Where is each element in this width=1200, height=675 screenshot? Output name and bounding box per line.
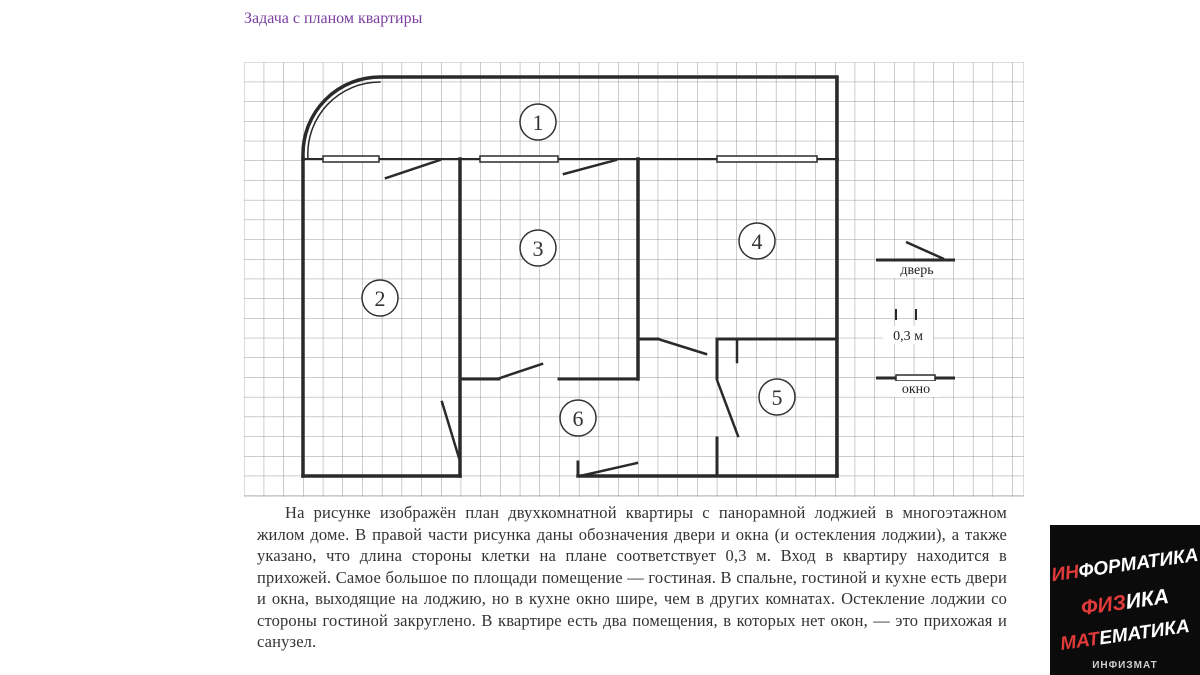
- room-1-label: 1: [532, 110, 544, 135]
- page-title: Задача с планом квартиры: [244, 10, 423, 27]
- problem-text: На рисунке изображён план двухкомнатной квартиры с панорамной лоджией в многоэтажном жилом доме. В правой части рисунка даны обозначения двери и окна (и остекления лоджии), а также указано, что длина стороны клетки на плане соответствует 0,3 м. Вход в квартиру находится в прихожей. Самое большое по площади помещение — гостиная. В спальне, гостиной и кухне есть двери и окна, выходящие на лоджию, но в кухне окно шире, чем в других комнатах. Остекление лоджии со стороны гостиной закруглено. В квартире есть два помещения, в которых нет окон, — это прихожая и санузел.: [257, 503, 1007, 651]
- room-2-label: 2: [374, 286, 386, 311]
- legend-scale-label: 0,3 м: [893, 329, 923, 344]
- room-5-label: 5: [771, 385, 783, 410]
- plan-grid: [244, 62, 1024, 497]
- plan-drawing: [244, 62, 1024, 497]
- apartment-plan: [244, 62, 1024, 497]
- room-3-label: 3: [532, 236, 544, 261]
- logo-line-2: ФИЗИКА: [1079, 584, 1171, 621]
- logo-line-3: МАТЕМАТИКА: [1058, 616, 1191, 655]
- room-6-label: 6: [572, 406, 584, 431]
- logo-line-1: ИНФОРМАТИКА: [1050, 544, 1200, 587]
- legend-door-label: дверь: [900, 263, 934, 278]
- room-4-label: 4: [751, 229, 763, 254]
- logo-footer: ИНФИЗМАТ: [1092, 660, 1158, 671]
- logo: [1050, 525, 1200, 675]
- legend-window-label: окно: [901, 382, 931, 397]
